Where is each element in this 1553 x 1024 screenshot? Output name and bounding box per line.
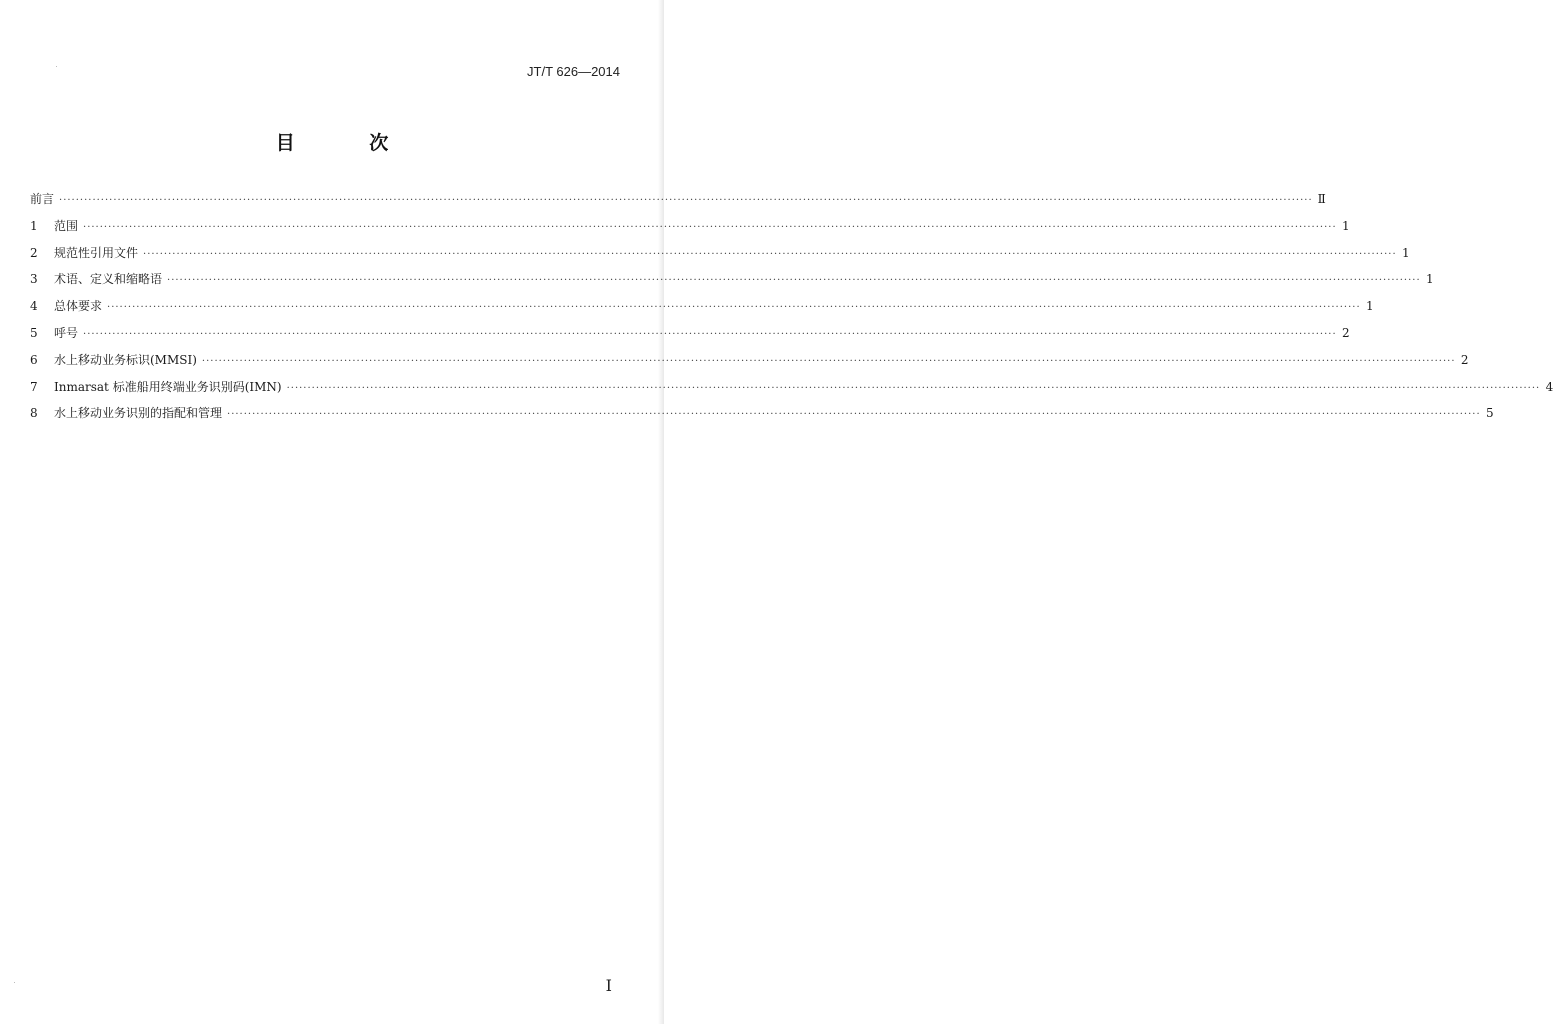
toc-entry-number: 8 <box>30 406 38 421</box>
toc-entry-label: 呼号 <box>54 325 79 340</box>
toc-entry-3[interactable] <box>30 271 1434 298</box>
toc-entry-number: 3 <box>30 272 38 287</box>
toc-entry-page: 4 <box>1545 379 1553 394</box>
toc-entry-8[interactable] <box>30 405 1494 432</box>
toc-entry-page: Ⅱ <box>1317 192 1326 206</box>
toc-leader-dots: ············································································································································································································································································································ <box>286 382 1541 394</box>
toc-entry-7[interactable] <box>30 379 1553 406</box>
toc-entry-page: 1 <box>1402 245 1410 260</box>
toc-entry-5[interactable] <box>30 325 1350 352</box>
toc-entry-label: 规范性引用文件 <box>54 245 139 260</box>
scan-speck <box>56 66 57 67</box>
toc-entry-number: 4 <box>30 299 38 314</box>
page-number: I <box>605 976 612 995</box>
toc-leader-dots: ············································································································································································································································································································ <box>59 195 1313 206</box>
toc-entry-6[interactable] <box>30 352 1469 379</box>
toc-leader-dots: ············································································································································································································································································································ <box>201 355 1456 367</box>
toc-entry-page: 2 <box>1460 352 1469 367</box>
toc-leader-dots: ············································································································································································································································································································ <box>83 221 1337 233</box>
table-of-contents <box>30 191 1553 432</box>
toc-entry-4[interactable] <box>30 298 1374 325</box>
toc-entry-2[interactable] <box>30 245 1410 272</box>
toc-entry-label: 范围 <box>54 218 79 233</box>
toc-leader-dots: ············································································································································································································································································································ <box>167 275 1421 287</box>
toc-entry-label: 术语、定义和缩略语 <box>54 272 163 287</box>
scan-speck <box>14 982 15 983</box>
toc-entry-page: 1 <box>1342 218 1350 233</box>
toc-entry-page: 2 <box>1342 325 1350 340</box>
toc-title: 目 次 <box>275 132 423 154</box>
toc-entry-number: 1 <box>30 218 38 233</box>
toc-entry-number: 7 <box>30 379 38 394</box>
toc-entry-label: 前言 <box>30 192 55 206</box>
toc-leader-dots: ············································································································································································································································································································ <box>107 302 1361 314</box>
toc-entry-page: 5 <box>1486 406 1494 421</box>
toc-entry-page: 1 <box>1366 299 1374 314</box>
toc-entry-label: 水上移动业务识别的指配和管理 <box>54 406 223 421</box>
toc-entry-1[interactable] <box>30 218 1350 245</box>
toc-leader-dots: ············································································································································································································································································································ <box>83 328 1337 340</box>
toc-entry-number: 6 <box>30 352 38 367</box>
toc-entry-label: Inmarsat 标准船用终端业务识别码(IMN) <box>54 379 282 394</box>
toc-entry-number: 2 <box>30 245 38 260</box>
toc-leader-dots: ············································································································································································································································································································ <box>143 248 1397 260</box>
toc-leader-dots: ············································································································································································································································································································ <box>227 409 1481 421</box>
document-code: JT/T 626—2014 <box>527 64 620 79</box>
toc-entry-label: 总体要求 <box>54 299 103 314</box>
toc-entry-page: 1 <box>1426 272 1434 287</box>
toc-entry-number: 5 <box>30 325 38 340</box>
toc-entry-label: 水上移动业务标识(MMSI) <box>54 352 197 367</box>
toc-entry-foreword[interactable] <box>30 191 1326 218</box>
